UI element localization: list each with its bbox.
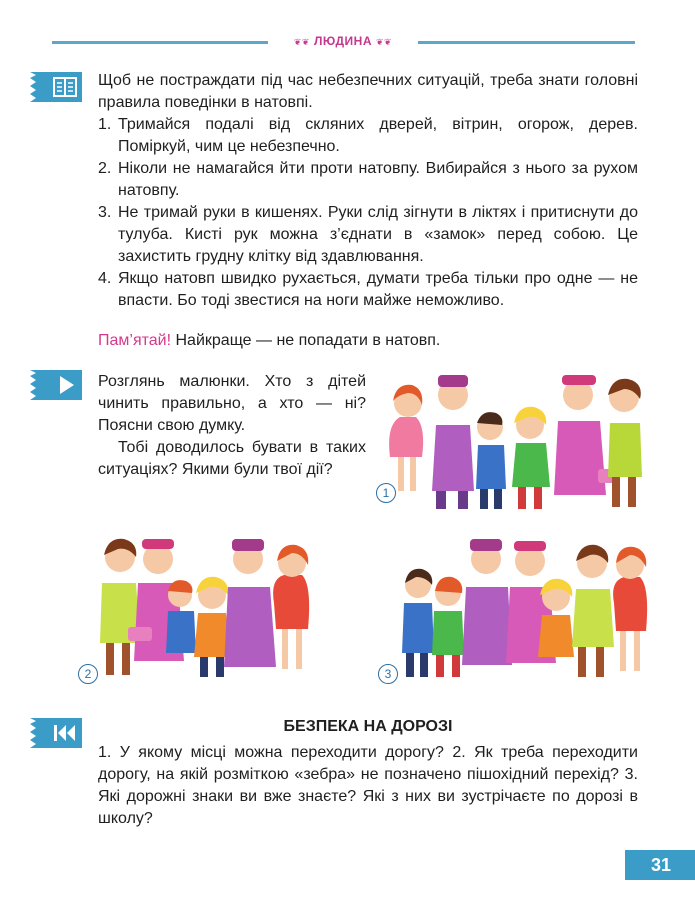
activity-prompt: Тобі доводилось бувати в таких ситуаціях? Якими були твої дії? (98, 439, 366, 478)
intro-block (98, 70, 638, 312)
person-figure (476, 412, 506, 509)
activity-question: Розглянь малюнки. Хто з дітей чинить правильно, а хто — ні? Поясни свою думку. (98, 373, 366, 434)
right-ornament-icon: ❦❦ (376, 37, 393, 47)
crowd-illustration-1 (378, 365, 648, 515)
rule-number: 3. (98, 204, 112, 221)
rule-item (98, 114, 638, 158)
person-figure (166, 580, 196, 653)
rule-number: 1. (98, 116, 112, 133)
road-questions-block (98, 742, 638, 830)
person-figure (402, 569, 434, 677)
page-number: 31 (625, 850, 695, 880)
rule-text: Якщо натовп швидко рухається, думати треба тільки про одне — не впасти. Бо тоді звестися на ноги майже неможливо. (118, 270, 638, 309)
left-ornament-icon: ❦❦ (293, 37, 310, 47)
person-figure (432, 577, 464, 677)
rule-text: Ніколи не намагайся йти проти натовпу. Вибирайся з нього за рухом натовпу. (118, 160, 638, 199)
remember-note (98, 330, 440, 352)
rule-text: Не тримай руки в кишенях. Руки слід зігнути в ліктях і притиснути до тулуба. Кисті рук можна з’єднати в «замок» перед собою. Це захистить грудну клітку від здавлювання. (118, 204, 638, 265)
section-label: ЛЮДИНА (313, 34, 372, 48)
person-figure (613, 547, 647, 671)
intro-text: Щоб не постраждати під час небезпечних ситуацій, треба знати головні правила поведінки в натовпі. (98, 72, 638, 111)
rule-item (98, 268, 638, 312)
person-figure (389, 385, 423, 491)
remember-text: Найкраще — не попадати в натовп. (175, 332, 441, 349)
section-title: БЕЗПЕКА НА ДОРОЗІ (283, 718, 453, 735)
person-figure (538, 579, 574, 657)
person-figure (432, 375, 474, 509)
illustration-badge: 2 (78, 664, 98, 684)
person-figure (273, 545, 309, 669)
section-header (268, 31, 418, 51)
illustration-badge: 1 (376, 483, 396, 503)
crowd-illustration-3 (400, 533, 650, 683)
crowd-illustration-2 (98, 533, 318, 683)
activity-block (98, 371, 366, 481)
play-activity-icon (30, 370, 82, 400)
rule-item (98, 158, 638, 202)
read-book-icon (30, 72, 82, 102)
person-figure (224, 539, 276, 667)
person-figure (512, 407, 550, 509)
person-figure (572, 545, 614, 677)
rule-item (98, 202, 638, 268)
rule-text: Тримайся подалі від скляних дверей, вітрин, огорож, дерев. Поміркуй, чим це небезпечно. (118, 116, 638, 155)
remember-lead: Пам’ятай! (98, 332, 172, 349)
rule-number: 4. (98, 270, 112, 287)
illustration-badge: 3 (378, 664, 398, 684)
person-figure (462, 539, 512, 665)
rewind-review-icon (30, 718, 82, 748)
person-figure (608, 379, 642, 507)
road-questions: 1. У якому місці можна переходити дорогу? 2. Як треба переходити дорогу, на якій розміткою «зебра» не позначено пішохідний перехід? 3. Які дорожні знаки ви вже знаєте? Які з них ви зустрічаєте по дорозі в школу? (98, 744, 638, 827)
person-figure (100, 539, 140, 675)
rule-number: 2. (98, 160, 112, 177)
